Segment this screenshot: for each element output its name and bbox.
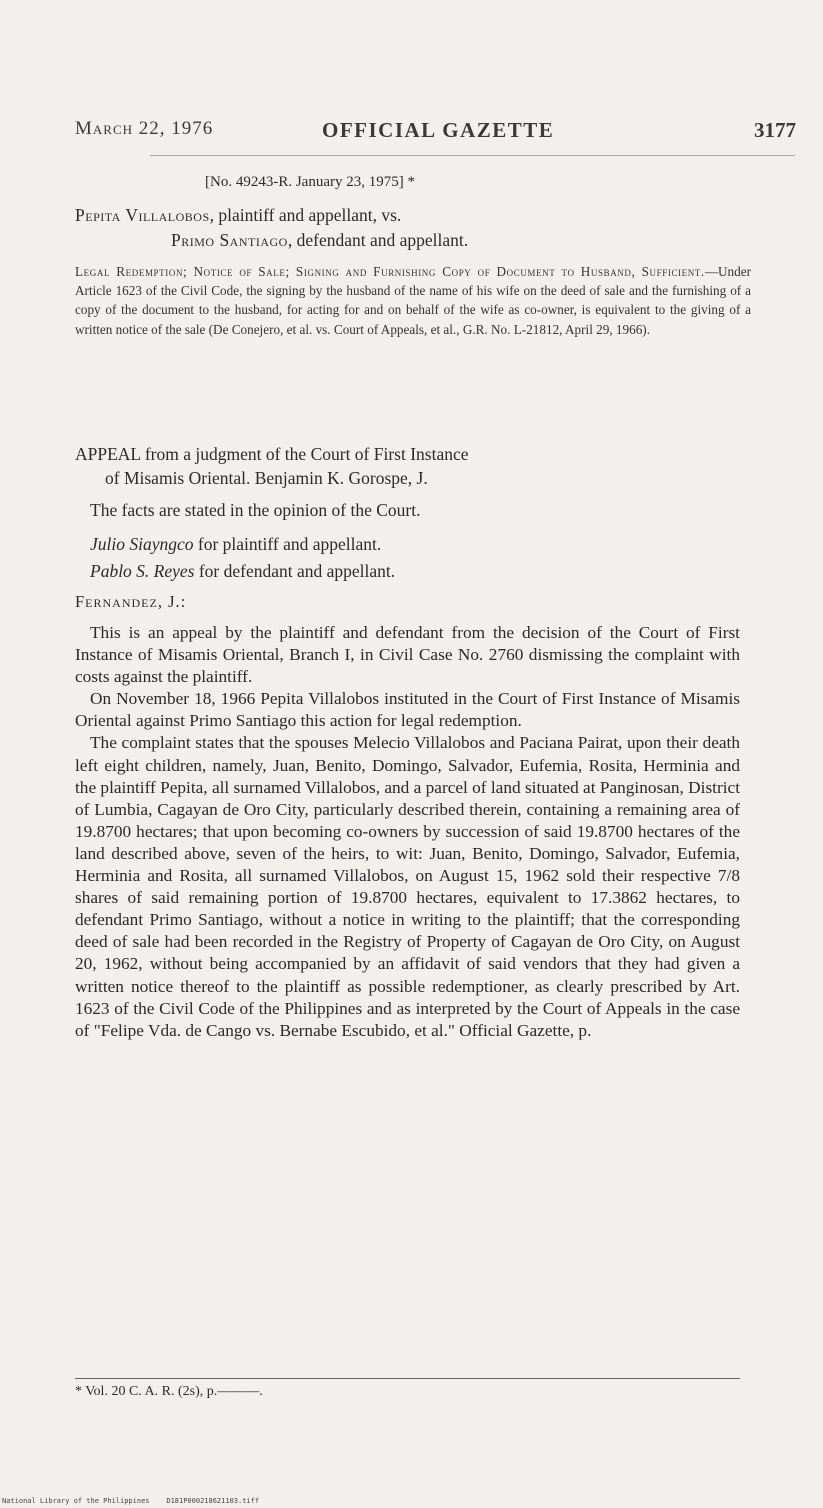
- syllabus: [75, 262, 751, 339]
- header-page-number: 3177: [754, 118, 796, 142]
- syllabus-text: —Under Article 1623 of the Civil Code, the signing by the husband of the name of his wife on the deed of sale and the furnishing of a copy of the document to the husband, for acting for and on behalf of the wife as co-owner, is equivalent to the giving of a written notice of the sale (De Conejero, et al. vs. Court of Appeals, et al., G.R. No. L-21812, April 29, 1966).: [75, 264, 751, 337]
- counsel-plaintiff-role: for plaintiff and appellant.: [193, 534, 382, 554]
- header-rule: [150, 155, 795, 156]
- header-date: March 22, 1976: [75, 118, 214, 139]
- ponente: [75, 592, 186, 612]
- header-title: OFFICIAL GAZETTE: [322, 118, 555, 142]
- paragraph: The complaint states that the spouses Melecio Villalobos and Paciana Pairat, upon their death left eight children, namely, Juan, Benito, Domingo, Salvador, Eufemia, Rosita, Herminia and the plaintiff Pepita, all surnamed Villalobos, and a parcel of land situated at Panginosan, District of Lumbia, Cagayan de Oro City, particularly described therein, containing a remaining area of 19.8700 hectares; that upon becoming co-owners by succession of said 19.8700 hectares of the land described above, seven of the heirs, to wit: Juan, Benito, Domingo, Salvador, Eufemia, Herminia and Rosita, all surnamed Villalobos, on August 15, 1962 sold their respective 7/8 shares of said remaining portion of 19.8700 hectares, equivalent to 17.3862 hectares, to defendant Primo Santiago, without a notice in writing to the plaintiff; that the corresponding deed of sale had been recorded in the Registry of Property of Cagayan de Oro City, on August 20, 1962, without being accompanied by an affidavit of said vendors that they had given a written notice thereof to the plaintiff as possible redemptioner, as clearly prescribed by Art. 1623 of the Civil Code of the Philippines and as interpreted by the Court of Appeals in the case of "Felipe Vda. de Cango vs. Bernabe Escubido, et al." Official Gazette, p.: [75, 733, 740, 1040]
- counsel-defendant: [90, 561, 395, 582]
- footnote-rule: [75, 1378, 740, 1379]
- counsel-plaintiff-name: Julio Siayngco: [90, 534, 194, 554]
- party2-role: , defendant and appellant.: [287, 230, 469, 250]
- facts-statement: The facts are stated in the opinion of the Court.: [90, 500, 421, 520]
- party1-role: , plaintiff and appellant, vs.: [209, 205, 402, 225]
- case-number: [No. 49243-R. January 23, 1975] *: [205, 174, 415, 190]
- counsel-plaintiff: [90, 534, 381, 555]
- appeal-line: [75, 442, 755, 490]
- appeal-line-2: of Misamis Oriental. Benjamin K. Gorospe, J.: [105, 468, 428, 488]
- opinion-body: [75, 622, 740, 1042]
- syllabus-heading: Legal Redemption; Notice of Sale; Signing and Furnishing Copy of Document to Husband, Sufficient.: [75, 264, 705, 279]
- ponente-name: Fernandez, J.:: [75, 592, 187, 611]
- counsel-defendant-role: for defendant and appellant.: [194, 561, 396, 581]
- footnote: * Vol. 20 C. A. R. (2s), p.———.: [75, 1384, 263, 1399]
- appeal-line-1: APPEAL from a judgment of the Court of First Instance: [75, 444, 469, 464]
- counsel-defendant-name: Pablo S. Reyes: [90, 561, 195, 581]
- paragraph: This is an appeal by the plaintiff and defendant from the decision of the Court of First Instance of Misamis Oriental, Branch I, in Civil Case No. 2760 dismissing the complaint with costs against the plaintiff.: [75, 623, 740, 687]
- case-parties: [75, 203, 760, 253]
- scan-stamp: National Library of the Philippines D181P000218621103.tiff: [2, 1497, 260, 1505]
- party2-name: Primo Santiago: [171, 230, 288, 250]
- party1-name: Pepita Villalobos: [75, 205, 210, 225]
- paragraph: On November 18, 1966 Pepita Villalobos instituted in the Court of First Instance of Misamis Oriental against Primo Santiago this action for legal redemption.: [75, 689, 740, 731]
